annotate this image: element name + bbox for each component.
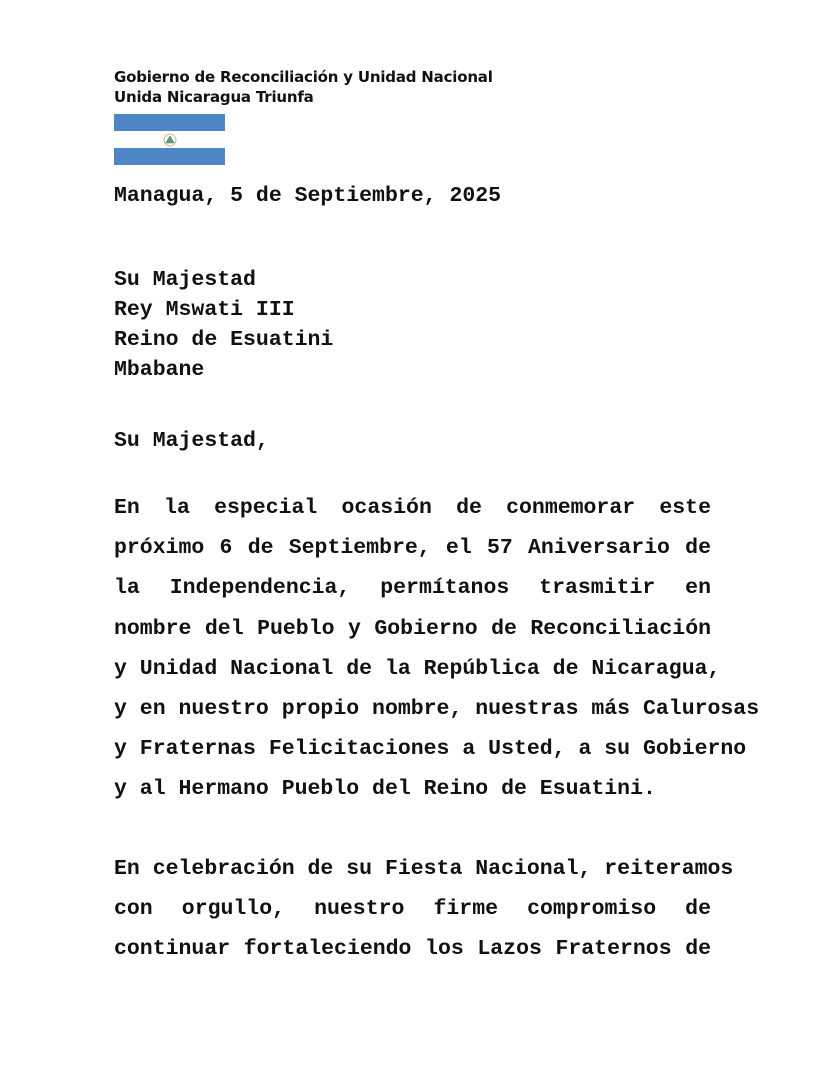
- letterhead-motto: Unida Nicaragua Triunfa: [114, 88, 314, 106]
- body-line: y en nuestro propio nombre, nuestras más Calurosas: [114, 696, 760, 721]
- recipient-city: Mbabane: [114, 358, 205, 382]
- letter-date: Managua, 5 de Septiembre, 2025: [114, 184, 502, 208]
- body-line: próximo 6 de Septiembre, el 57 Aniversario de: [114, 536, 711, 561]
- recipient-country: Reino de Esuatini: [114, 328, 334, 352]
- flag-stripe-middle: [114, 131, 225, 148]
- body-paragraph: [114, 849, 734, 970]
- recipient-name: Rey Mswati III: [114, 298, 295, 322]
- flag-stripe-top: [114, 114, 225, 131]
- body-line: y al Hermano Pueblo del Reino de Esuatini.: [114, 777, 656, 802]
- flag-stripe-bottom: [114, 148, 225, 165]
- body-line: continuar fortaleciendo los Lazos Fraternos de: [114, 937, 711, 962]
- coat-of-arms-icon: [163, 133, 177, 147]
- letterhead-government-name: Gobierno de Reconciliación y Unidad Nacional: [114, 68, 493, 86]
- body-line: y Fraternas Felicitaciones a Usted, a su Gobierno: [114, 737, 747, 762]
- salutation: Su Majestad,: [114, 429, 269, 453]
- body-line: En celebración de su Fiesta Nacional, reiteramos: [114, 857, 734, 881]
- body-line: En la especial ocasión de conmemorar este: [114, 496, 711, 520]
- body-line: con orgullo, nuestro firme compromiso de: [114, 897, 711, 922]
- body-paragraph: [114, 488, 760, 810]
- body-line: la Independencia, permítanos trasmitir en: [114, 576, 711, 601]
- body-line: y Unidad Nacional de la República de Nicaragua,: [114, 656, 721, 681]
- body-line: nombre del Pueblo y Gobierno de Reconciliación: [114, 616, 711, 641]
- nicaragua-flag-icon: [114, 114, 225, 165]
- letterhead: [114, 67, 493, 107]
- recipient-address: [114, 265, 333, 385]
- recipient-title: Su Majestad: [114, 268, 256, 292]
